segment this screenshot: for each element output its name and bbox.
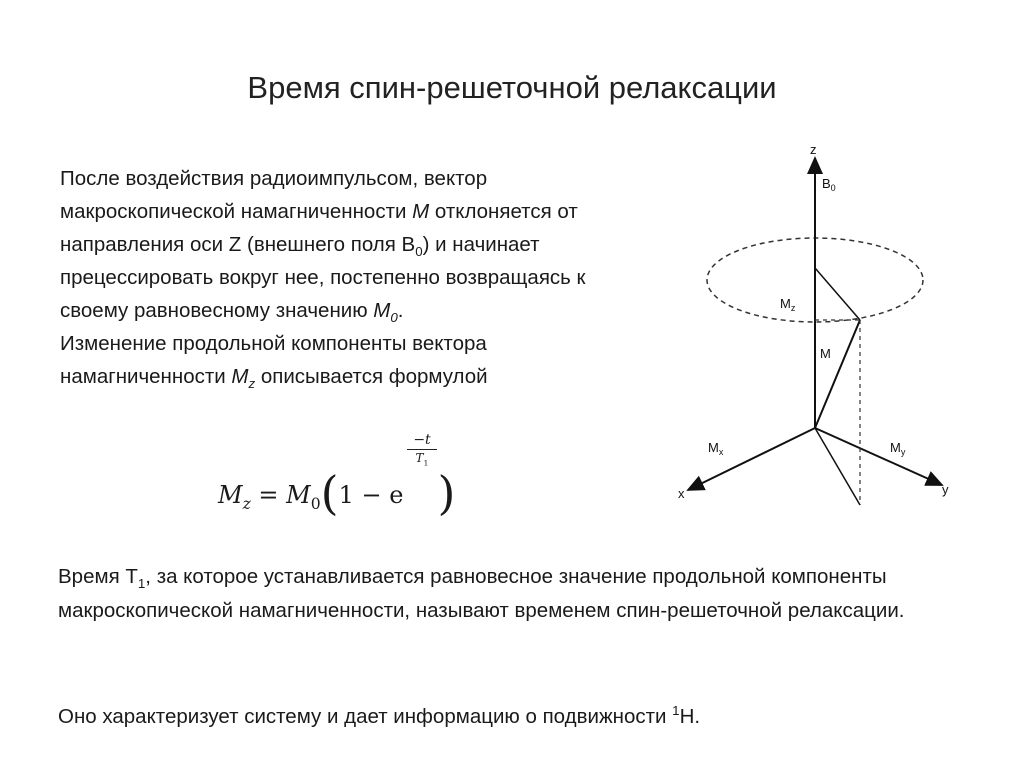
y-axis	[815, 428, 942, 485]
mz-to-m-line	[815, 268, 860, 320]
x-label: x	[678, 486, 685, 501]
magnetization-diagram	[660, 130, 980, 530]
x-axis	[688, 428, 815, 490]
slide-title: Время спин-решеточной релаксации	[247, 70, 777, 105]
m-label: M	[820, 346, 831, 361]
exponent-fraction: $\frac{-t}{T_1}$	[407, 432, 437, 465]
projection-line	[815, 428, 860, 505]
my-label: $M_y$	[890, 440, 906, 457]
mz-label: $M_z$	[780, 296, 796, 313]
t1-definition-paragraph: Время $T_1$, за которое устанавливается равновесное значение продольной компоненты макроскопической намагниченности, называют временем спин-решеточной релаксации.	[58, 565, 905, 622]
mobility-paragraph: Оно характеризует систему и дает информацию о подвижности $^1$H.	[58, 703, 701, 728]
m-vector	[815, 320, 860, 428]
b0-label: $B_0$	[822, 176, 836, 193]
intro-paragraph: После воздействия радиоимпульсом, вектор макроскопической намагниченности M отклоняется от направления оси Z (внешнего поля $B_0$) и начинает прецессировать вокруг нее, постепенно возвращаясь к своему равновесному значению $M_0$. Изменение продольной компоненты вектора намагниченности $M_z$ описывается формулой	[60, 167, 586, 392]
y-label: y	[942, 482, 949, 497]
relaxation-formula: $M_z = M_0(1 - e$ ) $\frac{-t}{T_1}$	[218, 432, 456, 520]
mx-label: $M_x$	[708, 440, 724, 457]
z-label: z	[810, 142, 817, 157]
